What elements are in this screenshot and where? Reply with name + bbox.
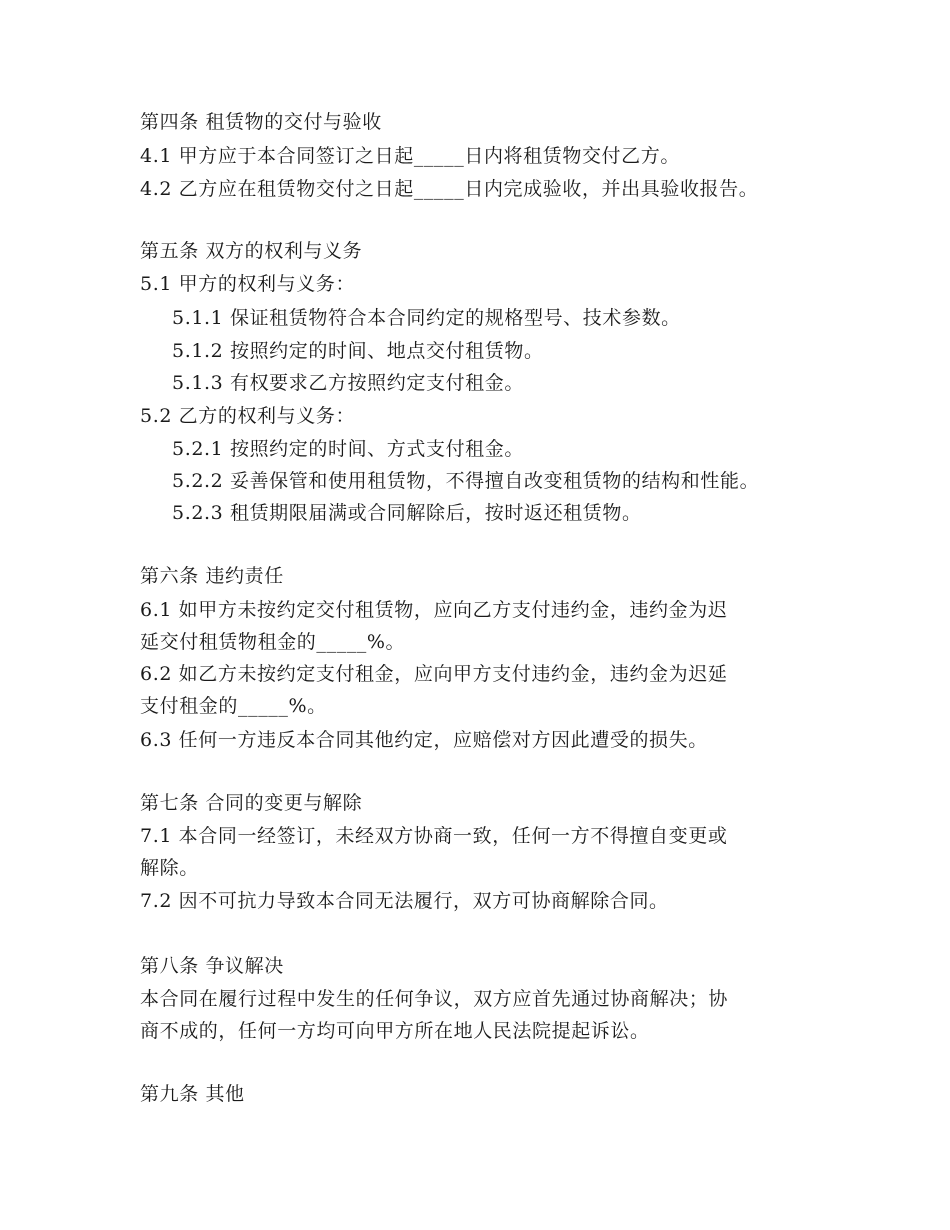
- clause-7-2: 7.2 因不可抗力导致本合同无法履行，双方可协商解除合同。: [140, 890, 669, 912]
- section-heading-7: 第七条 合同的变更与解除: [140, 792, 363, 814]
- section-heading-6: 第六条 违约责任: [140, 565, 284, 587]
- clause-5-1-1: 5.1.1 保证租赁物符合本合同约定的规格型号、技术参数。: [172, 307, 681, 329]
- clause-5-2: 5.2 乙方的权利与义务：: [140, 405, 356, 427]
- clause-6-2-line-1: 6.2 如乙方未按约定支付租金，应向甲方支付违约金，违约金为迟延: [140, 663, 728, 685]
- clause-8-line-1: 本合同在履行过程中发生的任何争议，双方应首先通过协商解决；协: [140, 988, 729, 1010]
- clause-5-2-2: 5.2.2 妥善保管和使用租赁物，不得擅自改变租赁物的结构和性能。: [172, 470, 760, 492]
- clause-5-1-2: 5.1.2 按照约定的时间、地点交付租赁物。: [172, 340, 544, 362]
- section-heading-4: 第四条 租赁物的交付与验收: [140, 111, 382, 133]
- clause-6-1-line-2: 延交付租赁物租金的_____%。: [140, 631, 406, 653]
- clause-5-2-3: 5.2.3 租赁期限届满或合同解除后，按时返还租赁物。: [172, 502, 642, 524]
- clause-4-2: 4.2 乙方应在租赁物交付之日起_____日内完成验收，并出具验收报告。: [140, 178, 759, 200]
- section-heading-9: 第九条 其他: [140, 1083, 245, 1105]
- clause-6-2-line-2: 支付租金的_____%。: [140, 695, 327, 717]
- clause-4-1: 4.1 甲方应于本合同签订之日起_____日内将租赁物交付乙方。: [140, 145, 680, 167]
- clause-7-1-line-1: 7.1 本合同一经签订，未经双方协商一致，任何一方不得擅自变更或: [140, 825, 728, 847]
- clause-6-3: 6.3 任何一方违反本合同其他约定，应赔偿对方因此遭受的损失。: [140, 729, 708, 751]
- clause-5-2-1: 5.2.1 按照约定的时间、方式支付租金。: [172, 438, 524, 460]
- clause-6-1-line-1: 6.1 如甲方未按约定交付租赁物，应向乙方支付违约金，违约金为迟: [140, 599, 728, 621]
- clause-5-1-3: 5.1.3 有权要求乙方按照约定支付租金。: [172, 372, 524, 394]
- clause-8-line-2: 商不成的，任何一方均可向甲方所在地人民法院提起诉讼。: [140, 1020, 650, 1042]
- clause-7-1-line-2: 解除。: [140, 857, 199, 879]
- section-heading-8: 第八条 争议解决: [140, 955, 284, 977]
- section-heading-5: 第五条 双方的权利与义务: [140, 240, 363, 262]
- clause-5-1: 5.1 甲方的权利与义务：: [140, 273, 356, 295]
